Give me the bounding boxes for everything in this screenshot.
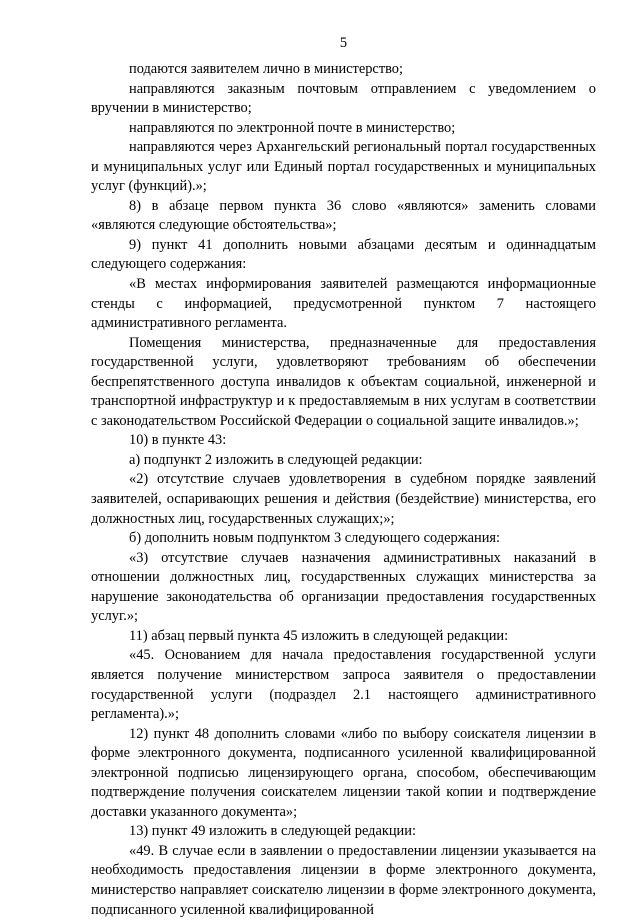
paragraph: а) подпункт 2 изложить в следующей редакции: <box>129 451 423 468</box>
paragraph: «2) отсутствие случаев удовлетворения в судебном порядке заявлений заявителей, оспаривающих решения и действия (бездействие) министерства, его должностных лиц, государственных служащих;»; <box>91 471 596 527</box>
paragraph: 10) в пункте 43: <box>129 432 227 449</box>
paragraph: 11) абзац первый пункта 45 изложить в следующей редакции: <box>129 627 509 644</box>
document-page <box>91 34 596 920</box>
paragraph: «3) отсутствие случаев назначения административных наказаний в отношении должностных лиц, государственных служащих министерства за нарушение законодательства об организации предоставления государственных услуг.»; <box>91 549 596 625</box>
paragraph: направляются заказным почтовым отправлением с уведомлением о вручении в министерство; <box>91 80 596 117</box>
paragraph: 9) пункт 41 дополнить новыми абзацами десятым и одиннадцатым следующего содержания: <box>91 236 596 273</box>
paragraph: «49. В случае если в заявлении о предоставлении лицензии указывается на необходимость предоставления лицензии в форме электронного документа, министерство направляет соискателю лицензии в форме электронного документа, подписанного усиленной квалифицированной <box>91 842 596 918</box>
paragraph: б) дополнить новым подпунктом 3 следующего содержания: <box>129 530 501 547</box>
paragraph: «В местах информирования заявителей размещаются информационные стенды с информацией, предусмотренной пунктом 7 настоящего административного регламента. <box>91 276 596 332</box>
paragraph: направляются через Архангельский региональный портал государственных и муниципальных услуг или Единый портал государственных и муниципальных услуг (функций).»; <box>91 139 596 195</box>
paragraph: 8) в абзаце первом пункта 36 слово «являются» заменить словами «являются следующие обстоятельства»; <box>91 197 596 234</box>
paragraph: 12) пункт 48 дополнить словами «либо по выбору соискателя лицензии в форме электронного документа, подписанного усиленной квалифицированной электронной подписью лицензирующего органа, способом, обеспечивающим подтверждение получения соискателем лицензии такой копии и подтверждение доставки указанного документа»; <box>91 725 596 820</box>
paragraph: 13) пункт 49 изложить в следующей редакции: <box>129 823 416 840</box>
paragraph: «45. Основанием для начала предоставления государственной услуги является получение министерством запроса заявителя о предоставлении государственной услуги (подраздел 2.1 настоящего административного регламента).»; <box>91 647 596 723</box>
paragraph: Помещения министерства, предназначенные для предоставления государственной услуги, удовлетворяют требованиям об обеспечении беспрепятственного доступа инвалидов к объектам социальной, инженерной и транспортной инфраструктур и к предоставляемым в них услугам в соответствии с законодательством Российской Федерации о социальной защите инвалидов.»; <box>91 334 596 429</box>
page-number: 5 <box>339 35 348 51</box>
paragraph: подаются заявителем лично в министерство; <box>129 61 403 77</box>
paragraph: направляются по электронной почте в министерство; <box>129 119 456 136</box>
